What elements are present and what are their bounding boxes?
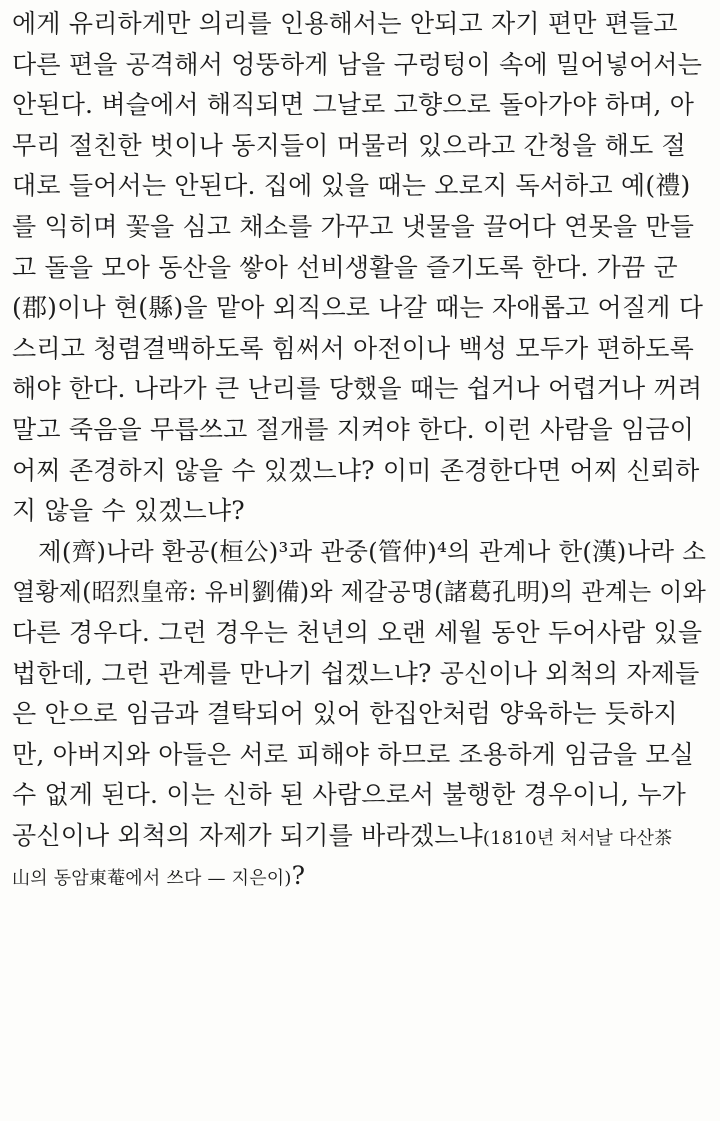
- text-line: 말고 죽음을 무릅쓰고 절개를 지켜야 한다. 이런 사람을 임금이: [12, 414, 695, 444]
- text-line: 스리고 청렴결백하도록 힘써서 아전이나 백성 모두가 편하도록: [12, 333, 694, 363]
- body-text: [12, 4, 712, 897]
- paragraph-1: [12, 4, 712, 532]
- text-line: 어찌 존경하지 않을 수 있겠느냐? 이미 존경한다면 어찌 신뢰하: [12, 455, 700, 485]
- text-line: 만, 아버지와 아들은 서로 피해야 하므로 조용하게 임금을 모실: [12, 739, 695, 769]
- closing-question-mark: ?: [291, 861, 306, 891]
- text-line: 대로 들어서는 안된다. 집에 있을 때는 오로지 독서하고 예(禮): [12, 171, 691, 201]
- text-line: 해야 한다. 나라가 큰 난리를 당했을 때는 쉽거나 어렵거나 꺼려: [12, 374, 703, 404]
- closing-note-continued: 山의 동암東菴에서 쓰다 — 지은이): [12, 868, 292, 890]
- text-line: 안된다. 벼슬에서 해직되면 그날로 고향으로 돌아가야 하며, 아: [12, 90, 695, 120]
- text-line: [12, 816, 712, 857]
- text-line: 를 익히며 꽃을 심고 채소를 가꾸고 냇물을 끌어다 연못을 만들: [12, 211, 695, 241]
- text-fragment: 공신이나 외척의 자제가 되기를 바라겠느냐: [12, 820, 483, 850]
- text-line: 은 안으로 임금과 결탁되어 있어 한집안처럼 양육하는 듯하지: [12, 699, 678, 729]
- text-line: [12, 856, 712, 897]
- text-line: 제(齊)나라 환공(桓公)³과 관중(管仲)⁴의 관계나 한(漢)나라 소: [38, 536, 707, 566]
- text-line: 다른 경우다. 그런 경우는 천년의 오랜 세월 동안 두어사람 있을: [12, 617, 703, 647]
- closing-note: (1810년 처서날 다산茶: [482, 827, 673, 849]
- text-line: 다른 편을 공격해서 엉뚱하게 남을 구렁텅이 속에 밀어넣어서는: [12, 49, 703, 79]
- text-line: 지 않을 수 있겠느냐?: [12, 496, 245, 526]
- paragraph-2: [12, 532, 712, 897]
- text-line: 수 없게 된다. 이는 신하 된 사람으로서 불행한 경우이니, 누가: [12, 780, 687, 810]
- text-line: (郡)이나 현(縣)을 맡아 외직으로 나갈 때는 자애롭고 어질게 다: [12, 293, 704, 323]
- text-line: 무리 절친한 벗이나 동지들이 머물러 있으라고 간청을 해도 절: [12, 130, 686, 160]
- text-line: 열황제(昭烈皇帝: 유비劉備)와 제갈공명(諸葛孔明)의 관계는 이와: [12, 578, 706, 607]
- text-line: 에게 유리하게만 의리를 인용해서는 안되고 자기 편만 편들고: [12, 9, 678, 38]
- text-line: 법한데, 그런 관계를 만나기 쉽겠느냐? 공신이나 외척의 자제들: [12, 658, 700, 688]
- text-line: 고 돌을 모아 동산을 쌓아 선비생활을 즐기도록 한다. 가끔 군: [12, 252, 678, 282]
